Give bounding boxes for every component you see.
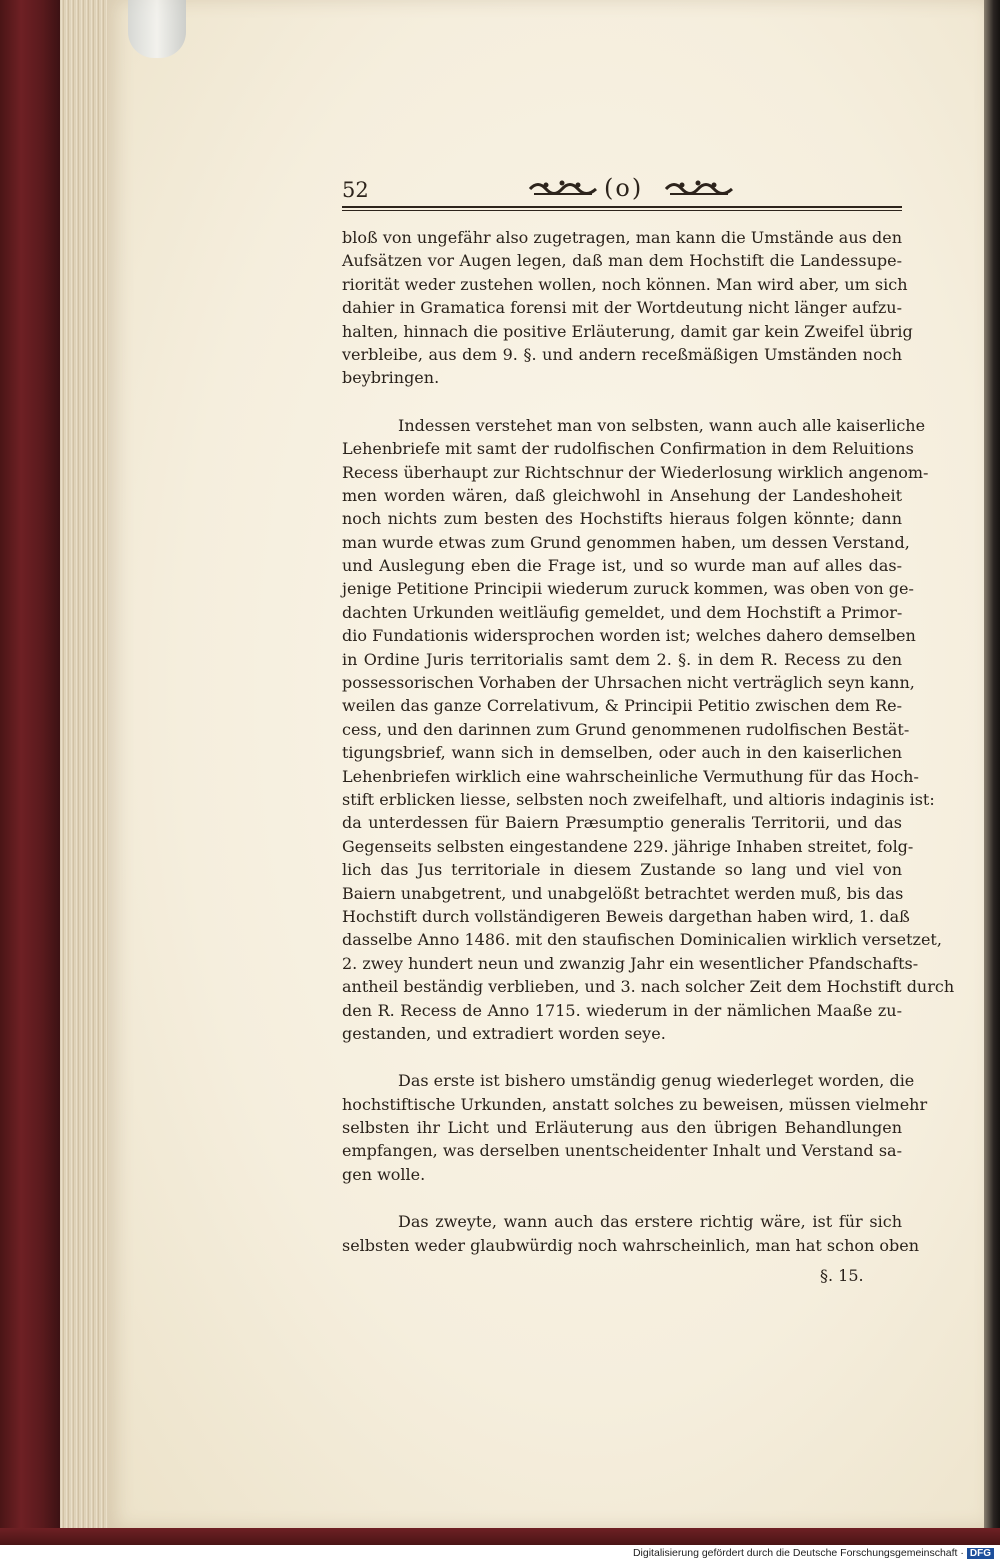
text-line: selbsten ihr Licht und Erläuterung aus den übrigen Behandlungen: [342, 1118, 902, 1138]
text-line: stift erblicken liesse, selbsten noch zweifelhaft, und altioris indaginis ist:: [342, 789, 935, 809]
text-line: man wurde etwas zum Grund genommen haben, um dessen Verstand,: [342, 532, 910, 552]
text-line: 2. zwey hundert neun und zwanzig Jahr ein wesentlicher Pfandschafts-: [342, 953, 919, 973]
text-line: dio Fundationis widersprochen worden ist; welches dahero demselben: [342, 626, 916, 646]
text-line: Das zweyte, wann auch das erstere richtig wäre, ist für sich: [398, 1212, 902, 1232]
text-line: hochstiftische Urkunden, anstatt solches zu beweisen, müssen vielmehr: [342, 1094, 928, 1114]
catchword: §. 15.: [820, 1266, 864, 1285]
paragraph-1: [342, 226, 913, 390]
text-line: halten, hinnach die positive Erläuterung, damit gar kein Zweifel übrig: [342, 321, 913, 341]
running-header: [342, 172, 902, 212]
text-line: Hochstift durch vollständigeren Beweis dargethan haben wird, 1. daß: [342, 906, 910, 926]
text-line: da unterdessen für Baiern Præsumptio generalis Territorii, und das: [342, 813, 902, 833]
text-line: dachten Urkunden weitläufig gemeldet, und dem Hochstift a Primor-: [342, 602, 903, 622]
text-line: dasselbe Anno 1486. mit den staufischen Dominicalien wirklich versetzet,: [342, 930, 942, 950]
text-line: Lehenbriefen wirklich eine wahrscheinliche Vermuthung für das Hoch-: [342, 766, 919, 786]
text-line: Gegenseits selbsten eingestandene 229. jährige Inhaben streitet, folg-: [342, 836, 914, 856]
text-line: tigungsbrief, wann sich in demselben, oder auch in den kaiserlichen: [342, 743, 902, 763]
ornament-right-icon: [664, 178, 734, 200]
text-line: empfangen, was derselben unentscheidenter Inhalt und Verstand sa-: [342, 1141, 902, 1161]
text-line: beybringen.: [342, 368, 440, 388]
text-line: Das erste ist bishero umständig genug wiederleget worden, die: [398, 1071, 915, 1091]
text-line: Lehenbriefe mit samt der rudolfischen Confirmation in dem Reluitions: [342, 439, 914, 459]
text-line: gestanden, und extradiert worden seye.: [342, 1023, 666, 1043]
page-number: 52: [342, 178, 369, 202]
text-line: Indessen verstehet man von selbsten, wann auch alle kaiserliche: [398, 415, 926, 435]
scan-bottom-border: [0, 1528, 1000, 1545]
credit-text: Digitalisierung gefördert durch die Deutsche Forschungsgemeinschaft ·: [632, 1547, 964, 1559]
page-clip: [128, 0, 186, 58]
dfg-logo-badge: DFG: [967, 1548, 994, 1559]
header-mark: (o): [604, 174, 644, 202]
text-line: in Ordine Juris territorialis samt dem 2. §. in dem R. Recess zu den: [342, 649, 902, 669]
text-line: gen wolle.: [342, 1164, 426, 1184]
paragraph-3: [342, 1069, 928, 1186]
text-line: verbleibe, aus dem 9. §. und andern receßmäßigen Umständen noch: [342, 344, 902, 364]
text-line: men worden wären, daß gleichwohl in Ansehung der Landeshoheit: [342, 485, 902, 505]
paragraph-4: [342, 1210, 920, 1257]
text-line: possessorischen Vorhaben der Uhrsachen nicht verträglich seyn kann,: [342, 673, 915, 693]
text-line: Baiern unabgetrent, und unabgelößt betrachtet werden muß, bis das: [342, 883, 904, 903]
digitization-credit: [633, 1547, 994, 1559]
text-line: den R. Recess de Anno 1715. wiederum in der nämlichen Maaße zu-: [342, 1000, 902, 1020]
header-rule: [342, 206, 902, 211]
paragraph-2: [342, 414, 955, 1046]
text-line: riorität weder zustehen wollen, noch können. Man wird aber, um sich: [342, 274, 908, 294]
book-cover-edge: [0, 0, 60, 1545]
text-line: bloß von ungefähr also zugetragen, man kann die Umstände aus den: [342, 228, 902, 247]
page-edges: [60, 0, 112, 1540]
scan-right-border: [984, 0, 1000, 1545]
ornament-left-icon: [528, 178, 598, 200]
text-line: cess, und den darinnen zum Grund genommenen rudolfischen Bestät-: [342, 719, 910, 739]
text-line: antheil beständig verblieben, und 3. nach solcher Zeit dem Hochstift durch: [342, 977, 955, 997]
body-text: [342, 226, 955, 1257]
text-line: selbsten weder glaubwürdig noch wahrscheinlich, man hat schon oben: [342, 1235, 920, 1255]
text-line: Aufsätzen vor Augen legen, daß man dem Hochstift die Landessupe-: [342, 251, 902, 271]
text-line: weilen das ganze Correlativum, & Principii Petitio zwischen dem Re-: [342, 696, 902, 716]
text-line: noch nichts zum besten des Hochstifts hieraus folgen könnte; dann: [342, 509, 902, 529]
text-line: Recess überhaupt zur Richtschnur der Wiederlosung wirklich angenom-: [342, 462, 929, 482]
text-line: jenige Petitione Principii wiederum zuruck kommen, was oben von ge-: [342, 579, 914, 599]
text-line: dahier in Gramatica forensi mit der Wortdeutung nicht länger aufzu-: [342, 298, 902, 318]
text-line: lich das Jus territoriale in diesem Zustande so lang und viel von: [342, 860, 902, 880]
text-line: und Auslegung eben die Frage ist, und so wurde man auf alles das-: [342, 556, 902, 576]
